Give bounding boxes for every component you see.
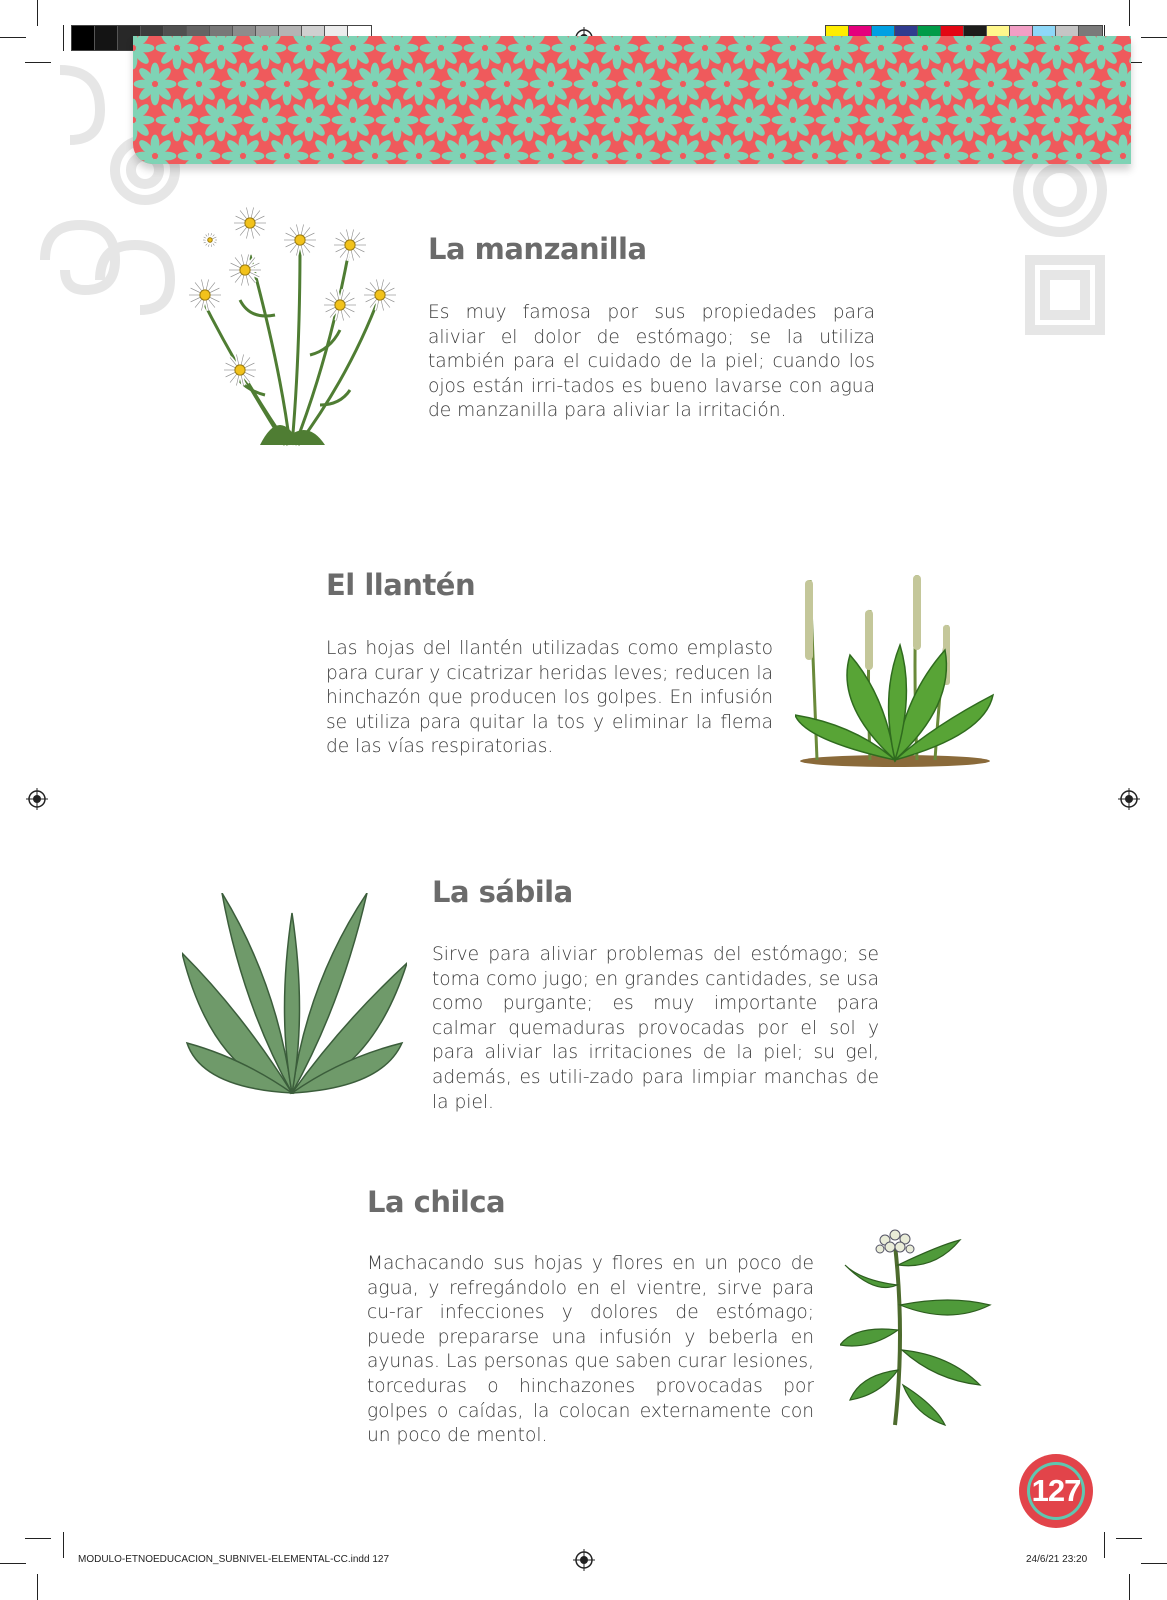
decorative-header-band	[133, 36, 1131, 164]
band-flower-icon	[618, 135, 661, 164]
band-flower-icon	[948, 99, 991, 142]
band-flower-icon	[332, 99, 375, 142]
plantain-illustration	[795, 575, 995, 770]
band-flower-icon	[222, 135, 265, 164]
band-flower-icon	[288, 99, 331, 142]
band-flower-icon	[552, 99, 595, 142]
band-flower-icon	[750, 63, 793, 106]
band-flower-icon	[684, 36, 727, 69]
band-flower-icon	[882, 63, 925, 106]
band-flower-icon	[178, 63, 221, 106]
crop-mark	[1104, 1532, 1105, 1558]
band-flower-icon	[1036, 99, 1079, 142]
plant-description: Machacando sus hojas y flores en un poco de agua, y refregándolo en el vientre, sirve para cu-rar infecciones y dolores de estómago; puede prepararse una infusión y beberla en ayunas. Las personas que saben curar lesiones, torceduras o hinchazones provocadas por golpes o caídas, la colocan externamente con un poco de mentol.	[367, 1253, 814, 1447]
band-flower-icon	[288, 36, 331, 69]
band-flower-icon	[1014, 63, 1057, 106]
crop-mark	[1129, 1574, 1130, 1600]
band-flower-icon	[860, 99, 903, 142]
crop-mark	[1129, 0, 1130, 26]
plant-title: El llantén	[326, 568, 476, 602]
aloe-illustration	[182, 893, 407, 1103]
band-flower-icon	[508, 36, 551, 69]
daisy-flower-icon	[203, 233, 217, 247]
page-number-badge	[1018, 1453, 1094, 1529]
band-flower-icon	[794, 135, 837, 164]
band-flower-icon	[926, 63, 969, 106]
plant-title: La sábila	[432, 875, 573, 909]
band-flower-icon	[574, 63, 617, 106]
band-flower-icon	[926, 135, 969, 164]
band-flower-icon	[464, 99, 507, 142]
band-flower-icon	[244, 99, 287, 142]
registration-target-icon	[1118, 788, 1140, 810]
band-flower-icon	[596, 99, 639, 142]
band-flower-icon	[1080, 36, 1123, 69]
daisy-flower-icon	[234, 207, 266, 238]
crop-mark	[25, 1538, 51, 1539]
band-flower-icon	[398, 135, 441, 164]
band-flower-icon	[662, 63, 705, 106]
band-flower-icon	[156, 99, 199, 142]
crop-mark	[1116, 1538, 1142, 1539]
print-slug-date: 24/6/21 23:20	[1026, 1554, 1088, 1565]
band-flower-icon	[728, 99, 771, 142]
band-flower-icon	[860, 36, 903, 69]
band-flower-icon	[882, 135, 925, 164]
band-flower-icon	[354, 135, 397, 164]
band-flower-icon	[420, 36, 463, 69]
band-flower-icon	[310, 63, 353, 106]
band-flower-icon	[728, 36, 771, 69]
band-flower-icon	[794, 63, 837, 106]
band-flower-icon	[222, 63, 265, 106]
print-slug-filename: MODULO-ETNOEDUCACION_SUBNIVEL-ELEMENTAL-CC.indd 127	[78, 1554, 390, 1565]
band-flower-icon	[684, 99, 727, 142]
band-flower-icon	[1058, 135, 1101, 164]
band-flower-icon	[442, 63, 485, 106]
band-flower-icon	[200, 36, 243, 69]
band-flower-icon	[398, 63, 441, 106]
band-flower-icon	[464, 36, 507, 69]
band-flower-icon	[486, 135, 529, 164]
daisy-flower-icon	[364, 279, 396, 310]
band-flower-icon	[133, 36, 154, 69]
band-flower-icon	[376, 99, 419, 142]
band-flower-icon	[244, 36, 287, 69]
band-flower-icon	[706, 135, 749, 164]
band-flower-icon	[618, 63, 661, 106]
band-flower-icon	[750, 135, 793, 164]
crop-mark	[1141, 1563, 1167, 1564]
plant-description: Las hojas del llantén utilizadas como emplasto para curar y cicatrizar heridas leves; reducen la hinchazón que producen los golpes. En infusión se utiliza para quitar la tos y eliminar la flema de las vías respiratorias.	[326, 638, 773, 758]
band-flower-icon	[1058, 63, 1101, 106]
chilca-illustration	[840, 1225, 1000, 1430]
band-flower-icon	[596, 36, 639, 69]
band-flower-icon	[662, 135, 705, 164]
band-flower-icon	[266, 135, 309, 164]
band-flower-icon	[772, 99, 815, 142]
band-flower-icon	[1124, 99, 1131, 142]
band-flower-icon	[376, 36, 419, 69]
band-flower-icon	[970, 63, 1013, 106]
plant-description: Es muy famosa por sus propiedades para aliviar el dolor de estómago; se la utiliza también para el cuidado de la piel; cuando los ojos están irri-tados es bueno lavarse con agua de manzanilla para aliviar la irritación.	[428, 302, 875, 422]
band-flower-icon	[904, 36, 947, 69]
band-flower-icon	[992, 36, 1035, 69]
band-flower-icon	[332, 36, 375, 69]
band-flower-icon	[1080, 99, 1123, 142]
plant-title: La manzanilla	[428, 232, 647, 266]
registration-target-icon	[573, 1549, 595, 1571]
flower-pattern-icon	[133, 36, 1131, 164]
crop-mark	[37, 0, 38, 26]
band-flower-icon	[530, 63, 573, 106]
band-flower-icon	[133, 99, 154, 142]
band-flower-icon	[530, 135, 573, 164]
decorative-spiral-right-icon	[1000, 150, 1130, 340]
band-flower-icon	[1036, 36, 1079, 69]
plant-title: La chilca	[367, 1185, 506, 1219]
band-flower-icon	[640, 36, 683, 69]
band-flower-icon	[266, 63, 309, 106]
band-flower-icon	[948, 36, 991, 69]
band-flower-icon	[420, 99, 463, 142]
band-flower-icon	[134, 63, 177, 106]
crop-mark	[63, 1532, 64, 1558]
band-flower-icon	[838, 135, 881, 164]
band-flower-icon	[992, 99, 1035, 142]
band-flower-icon	[970, 135, 1013, 164]
crop-mark	[0, 1563, 26, 1564]
band-flower-icon	[1102, 135, 1131, 164]
daisy-flower-icon	[334, 229, 366, 260]
band-flower-icon	[772, 36, 815, 69]
page-number: 127	[1031, 1473, 1081, 1508]
band-flower-icon	[134, 135, 177, 164]
band-flower-icon	[178, 135, 221, 164]
band-flower-icon	[816, 99, 859, 142]
band-flower-icon	[442, 135, 485, 164]
band-flower-icon	[354, 63, 397, 106]
crop-mark	[1141, 37, 1167, 38]
band-flower-icon	[1102, 63, 1131, 106]
band-flower-icon	[156, 36, 199, 69]
band-flower-icon	[816, 36, 859, 69]
band-flower-icon	[640, 99, 683, 142]
band-flower-icon	[574, 135, 617, 164]
band-flower-icon	[904, 99, 947, 142]
band-flower-icon	[486, 63, 529, 106]
plant-description: Sirve para aliviar problemas del estómago; se toma como jugo; en grandes cantidades, se usa como purgante; es muy importante para calmar quemaduras provocadas por el sol y para aliviar las irritaciones de la piel; su gel, además, es utili-zado para limpiar manchas de la piel.	[432, 944, 879, 1113]
band-flower-icon	[310, 135, 353, 164]
band-flower-icon	[1014, 135, 1057, 164]
band-flower-icon	[508, 99, 551, 142]
daisy-flower-icon	[229, 254, 261, 285]
band-flower-icon	[552, 36, 595, 69]
chamomile-illustration	[180, 205, 405, 450]
crop-mark	[37, 1574, 38, 1600]
band-flower-icon	[838, 63, 881, 106]
band-flower-icon	[706, 63, 749, 106]
registration-target-icon	[26, 788, 48, 810]
band-flower-icon	[200, 99, 243, 142]
crop-mark	[0, 37, 26, 38]
